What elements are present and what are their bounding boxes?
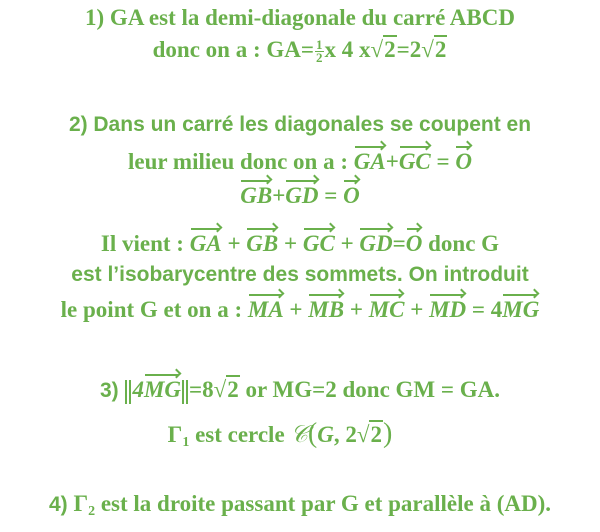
equals-four: = 4 bbox=[466, 297, 503, 322]
plus-sign: + bbox=[344, 297, 369, 322]
section-2-line-1 bbox=[0, 110, 600, 139]
vector-ma: MA bbox=[248, 292, 284, 324]
one-half-fraction bbox=[315, 39, 324, 64]
plus-sign: + bbox=[385, 149, 399, 174]
vient-suffix: donc G bbox=[422, 231, 500, 256]
gamma-symbol: Γ bbox=[167, 422, 183, 447]
vector-zero: O bbox=[406, 226, 423, 258]
section-4-line bbox=[0, 490, 600, 526]
section-3-line-2 bbox=[0, 420, 580, 457]
norm-coefficient: 4 bbox=[132, 377, 144, 402]
vector-gb: GB bbox=[240, 178, 272, 210]
ga-formula-equals: =2 bbox=[396, 37, 422, 62]
equals-sign: = bbox=[318, 183, 344, 208]
plus-sign: + bbox=[404, 297, 430, 322]
sqrt-radicand: 2 bbox=[384, 37, 396, 62]
vient-line-1 bbox=[0, 226, 600, 258]
vector-gd: GD bbox=[359, 226, 392, 258]
vector-md: MD bbox=[429, 292, 466, 324]
norm-bar-left bbox=[125, 380, 127, 404]
circle-script-c: 𝒞 bbox=[290, 420, 308, 448]
vient-line-2 bbox=[0, 260, 600, 289]
plus-sign: + bbox=[272, 183, 286, 208]
plus-sign: + bbox=[334, 231, 360, 256]
cercle-text: est cercle bbox=[189, 422, 291, 447]
vient-prefix: Il vient : bbox=[100, 231, 190, 256]
sqrt-2: √2 bbox=[213, 377, 239, 402]
vector-ga: GA bbox=[354, 144, 386, 176]
vector-mg: MG bbox=[144, 372, 181, 404]
section-1-line-1 bbox=[0, 4, 600, 32]
norm-bar-right bbox=[186, 380, 188, 404]
section-1-line-2 bbox=[0, 36, 600, 64]
plus-sign: + bbox=[283, 297, 309, 322]
plus-sign: + bbox=[278, 231, 303, 256]
paren-close: ) bbox=[382, 418, 393, 449]
point-g-prefix: le point G et on a : bbox=[60, 297, 248, 322]
section-4-text: est la droite passant par G et parallèle à (AD). bbox=[95, 491, 551, 516]
section-1-title: 1) GA est la demi-diagonale du carré ABCD bbox=[85, 5, 515, 30]
circle-center: G bbox=[317, 422, 334, 447]
vector-gc: GC bbox=[399, 144, 431, 176]
vector-mg: MG bbox=[502, 292, 539, 324]
sqrt-2-result: √2 bbox=[421, 37, 447, 62]
section-4-number: 4) bbox=[49, 493, 68, 516]
vient-line-3 bbox=[0, 292, 600, 324]
norm-equals: =8 bbox=[189, 377, 214, 402]
circle-comma: , 2 bbox=[333, 422, 357, 447]
sqrt-radicand: 2 bbox=[370, 422, 382, 447]
section-2-title: Dans un carré les diagonales se coupent en bbox=[93, 113, 532, 136]
sqrt-2: √2 bbox=[370, 37, 396, 62]
sqrt-radicand: 2 bbox=[434, 37, 447, 62]
vector-gd: GD bbox=[285, 178, 318, 210]
section-2-line-2 bbox=[0, 144, 600, 176]
vector-gc: GC bbox=[303, 226, 335, 258]
equals-sign: = bbox=[392, 231, 406, 256]
vector-mc: MC bbox=[369, 292, 405, 324]
equals-sign: = bbox=[430, 149, 456, 174]
section-2-line-3 bbox=[0, 178, 600, 210]
ga-formula-prefix: donc on a : GA= bbox=[152, 37, 314, 62]
section-2-number: 2) bbox=[68, 113, 88, 136]
fraction-denominator: 2 bbox=[316, 50, 323, 66]
vector-gb: GB bbox=[246, 226, 278, 258]
vector-zero: O bbox=[455, 144, 472, 176]
paren-open: ( bbox=[307, 418, 318, 449]
fraction-numerator: 1 bbox=[316, 37, 323, 53]
section-2-prefix: leur milieu donc on a : bbox=[127, 149, 354, 174]
plus-sign: + bbox=[221, 231, 247, 256]
sqrt-radicand: 2 bbox=[227, 377, 239, 402]
gamma-symbol: Γ bbox=[73, 491, 89, 516]
section-3-number: 3) bbox=[100, 379, 119, 402]
vector-mb: MB bbox=[308, 292, 344, 324]
section-3-line-1 bbox=[0, 372, 600, 405]
isobarycentre-text: est l’isobarycentre des sommets. On introduit bbox=[71, 263, 529, 286]
vector-ga: GA bbox=[190, 226, 222, 258]
gamma-subscript: 2 bbox=[88, 504, 96, 519]
gamma-subscript: 1 bbox=[182, 435, 190, 450]
norm-bar-right bbox=[182, 380, 184, 404]
section-3-rest: or MG=2 donc GM = GA. bbox=[239, 377, 500, 402]
sqrt-2: √2 bbox=[356, 422, 382, 447]
vector-zero: O bbox=[343, 178, 360, 210]
ga-formula-middle: x 4 x bbox=[324, 37, 371, 62]
